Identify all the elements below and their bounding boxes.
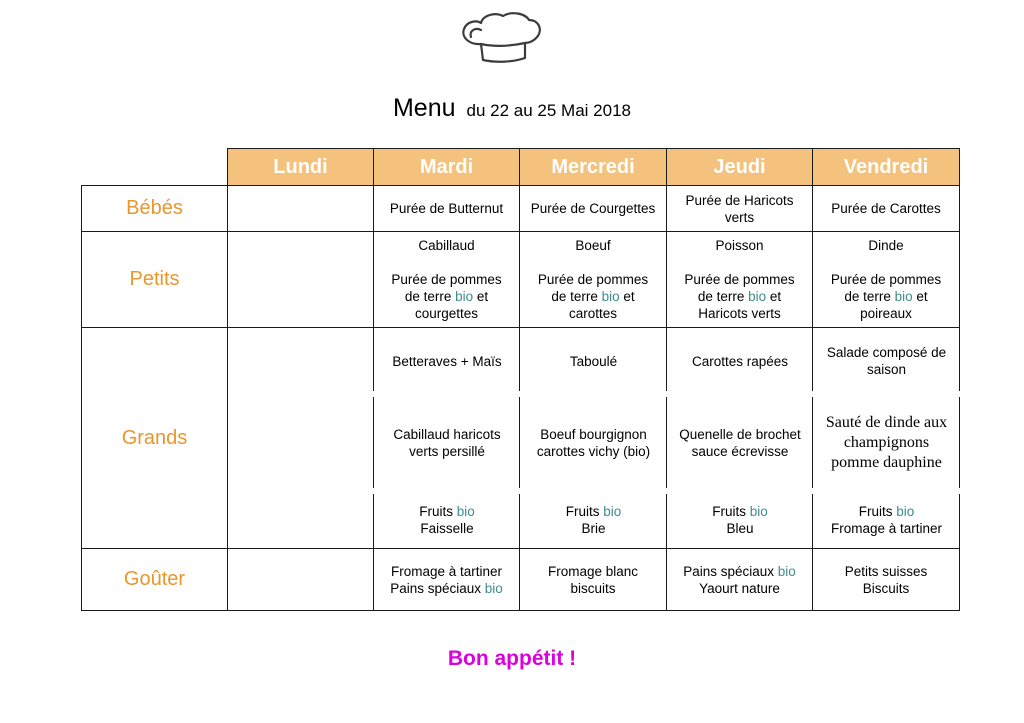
organic-label: bio [777,563,796,579]
organic-label: bio [748,289,767,304]
menu-line: Taboulé [569,353,618,369]
menu-line [684,288,794,305]
menu-cell-grands-1-lundi [228,328,374,394]
organic-label: bio [896,503,915,519]
menu-line: Faisselle [420,520,474,536]
menu-line: Bleu [726,520,754,536]
menu-line: Fromage blanc [547,563,639,579]
menu-line: Quenelle de brochet [679,426,801,442]
menu-line: biscuits [570,580,616,596]
menu-paragraph [712,503,768,537]
menu-paragraph [537,426,650,460]
menu-line: Salade composé de [826,345,947,360]
menu-paragraph [575,237,610,254]
menu-cell-grands-1-mercredi [520,328,667,394]
menu-line: Purée de Carottes [831,201,941,216]
day-header-mardi: Mardi [374,148,520,185]
menu-cell-grands-2-vendredi [813,394,960,491]
menu-cell-bebes-vendredi [813,185,960,232]
menu-text-segment: Fruits [858,503,897,519]
day-header-vendredi: Vendredi [813,148,960,185]
menu-line: Purée de Courgettes [530,201,656,216]
row-label-text: Petits [129,268,180,290]
menu-text-segment: et [766,289,782,304]
menu-cell-grands-3-vendredi [813,491,960,549]
menu-text-segment: Fruits [419,503,457,519]
menu-line: verts persillé [409,443,485,459]
menu-line: Sauté de dinde aux [825,413,948,431]
chef-hat-icon [459,11,543,63]
menu-line [538,288,648,305]
menu-line: Petits suisses [844,563,928,579]
menu-line: champignons [843,433,930,451]
menu-text-segment: Fruits [565,503,604,519]
menu-text-segment: de terre [551,289,602,304]
menu-line: Biscuits [862,580,910,596]
menu-line: Purée de pommes [830,272,942,287]
menu-cell-gouter-mercredi [520,549,667,611]
menu-paragraph [868,237,903,254]
menu-text-segment: Fruits [712,503,750,519]
menu-cell-grands-1-vendredi [813,328,960,394]
menu-paragraph [392,353,501,370]
menu-line: Carottes rapées [691,353,789,369]
menu-paragraph [831,271,941,322]
menu-line: Purée de pommes [684,272,795,287]
menu-line: Fromage à tartiner [390,563,503,579]
menu-line: Purée de Haricots [685,192,794,208]
menu-line: Poisson [715,238,764,253]
organic-label: bio [894,289,913,304]
title-main: Menu [392,94,456,122]
menu-cell-petits-mercredi [520,232,667,328]
menu-cell-gouter-mardi [374,549,520,611]
menu-paragraph [419,503,475,537]
menu-cell-grands-1-mardi [374,328,520,394]
menu-line: Dinde [868,238,904,253]
menu-paragraph [391,271,501,322]
row-label-petits [81,232,228,328]
menu-cell-petits-mardi [374,232,520,328]
closing-message: Bon appétit ! [447,647,577,670]
menu-paragraph [531,200,656,217]
menu-paragraph [827,344,946,378]
row-label-text: Grands [121,426,188,449]
menu-cell-petits-jeudi [667,232,813,328]
menu-line: Haricots verts [698,306,781,321]
menu-line: verts [724,209,755,225]
menu-paragraph [692,353,788,370]
title-dates: du 22 au 25 Mai 2018 [466,101,631,120]
menu-line: Brie [581,520,606,536]
menu-cell-grands-2-lundi [228,394,374,491]
menu-paragraph [570,353,617,370]
menu-paragraph [390,200,503,217]
menu-line: Fromage à tartiner [830,520,943,536]
menu-cell-petits-lundi [228,232,374,328]
row-label-grands [81,328,228,549]
menu-cell-grands-2-jeudi [667,394,813,491]
menu-cell-grands-1-jeudi [667,328,813,394]
menu-table [81,148,960,611]
menu-line [419,503,475,520]
menu-cell-bebes-lundi [228,185,374,232]
menu-cell-grands-3-lundi [228,491,374,549]
menu-line: Yaourt nature [699,580,780,596]
page-title [0,96,1024,121]
menu-cell-petits-vendredi [813,232,960,328]
menu-cell-gouter-vendredi [813,549,960,611]
menu-paragraph [566,503,622,537]
organic-label: bio [749,503,768,519]
menu-text-segment: Pains spéciaux [683,563,778,579]
menu-cell-grands-3-mardi [374,491,520,549]
menu-paragraph [418,237,474,254]
day-header-jeudi: Jeudi [667,148,813,185]
row-label-bebes [81,185,228,232]
menu-paragraph [393,426,500,460]
row-label-gouter [81,549,228,611]
menu-text-segment: de terre [844,289,895,304]
menu-line [712,503,768,520]
menu-line: Boeuf [575,238,611,253]
menu-paragraph [683,563,796,597]
row-label-text: Goûter [123,568,186,590]
menu-paragraph [685,192,793,226]
menu-line: Boeuf bourgignon [540,426,647,442]
organic-label: bio [601,289,620,304]
menu-line [390,580,503,597]
menu-paragraph [538,271,648,322]
menu-cell-bebes-mercredi [520,185,667,232]
menu-line: Betteraves + Maïs [392,353,502,369]
menu-cell-grands-2-mardi [374,394,520,491]
menu-line: Purée de pommes [537,272,649,287]
menu-paragraph [826,413,947,473]
day-header-mercredi: Mercredi [520,148,667,185]
menu-line: Purée de pommes [391,272,502,287]
menu-paragraph [679,426,801,460]
menu-line: sauce écrevisse [691,443,789,459]
menu-text-segment: de terre [404,289,456,304]
menu-line: carottes [568,306,618,321]
menu-line [391,288,501,305]
menu-text-segment: Pains spéciaux [390,580,485,596]
menu-paragraph [845,563,928,597]
menu-cell-gouter-jeudi [667,549,813,611]
menu-paragraph [831,200,941,217]
menu-line: pomme dauphine [831,453,942,471]
menu-cell-bebes-mardi [374,185,520,232]
menu-line [683,563,796,580]
menu-line: Cabillaud haricots [393,426,501,442]
menu-paragraph [831,503,942,537]
organic-label: bio [456,503,475,519]
menu-text-segment: et [619,289,635,304]
menu-line [831,503,942,520]
menu-line: saison [866,362,907,377]
menu-paragraph [390,563,503,597]
menu-text-segment: de terre [697,289,749,304]
menu-text-segment: et [473,289,489,304]
menu-cell-gouter-lundi [228,549,374,611]
menu-line: poireaux [860,306,912,321]
organic-label: bio [455,289,474,304]
organic-label: bio [484,580,503,596]
menu-line: carottes vichy (bio) [536,443,651,459]
day-header-lundi: Lundi [228,148,374,185]
menu-line [831,288,941,305]
menu-line: Purée de Butternut [389,201,504,216]
menu-paragraph [715,237,763,254]
menu-paragraph [684,271,794,322]
menu-cell-grands-2-mercredi [520,394,667,491]
menu-line: Cabillaud [418,238,475,253]
menu-cell-grands-3-jeudi [667,491,813,549]
menu-line [566,503,622,520]
menu-cell-grands-3-mercredi [520,491,667,549]
menu-cell-bebes-jeudi [667,185,813,232]
row-label-text: Bébés [126,197,183,219]
menu-paragraph [548,563,638,597]
organic-label: bio [603,503,622,519]
menu-line: courgettes [414,306,479,321]
menu-text-segment: et [912,289,928,304]
